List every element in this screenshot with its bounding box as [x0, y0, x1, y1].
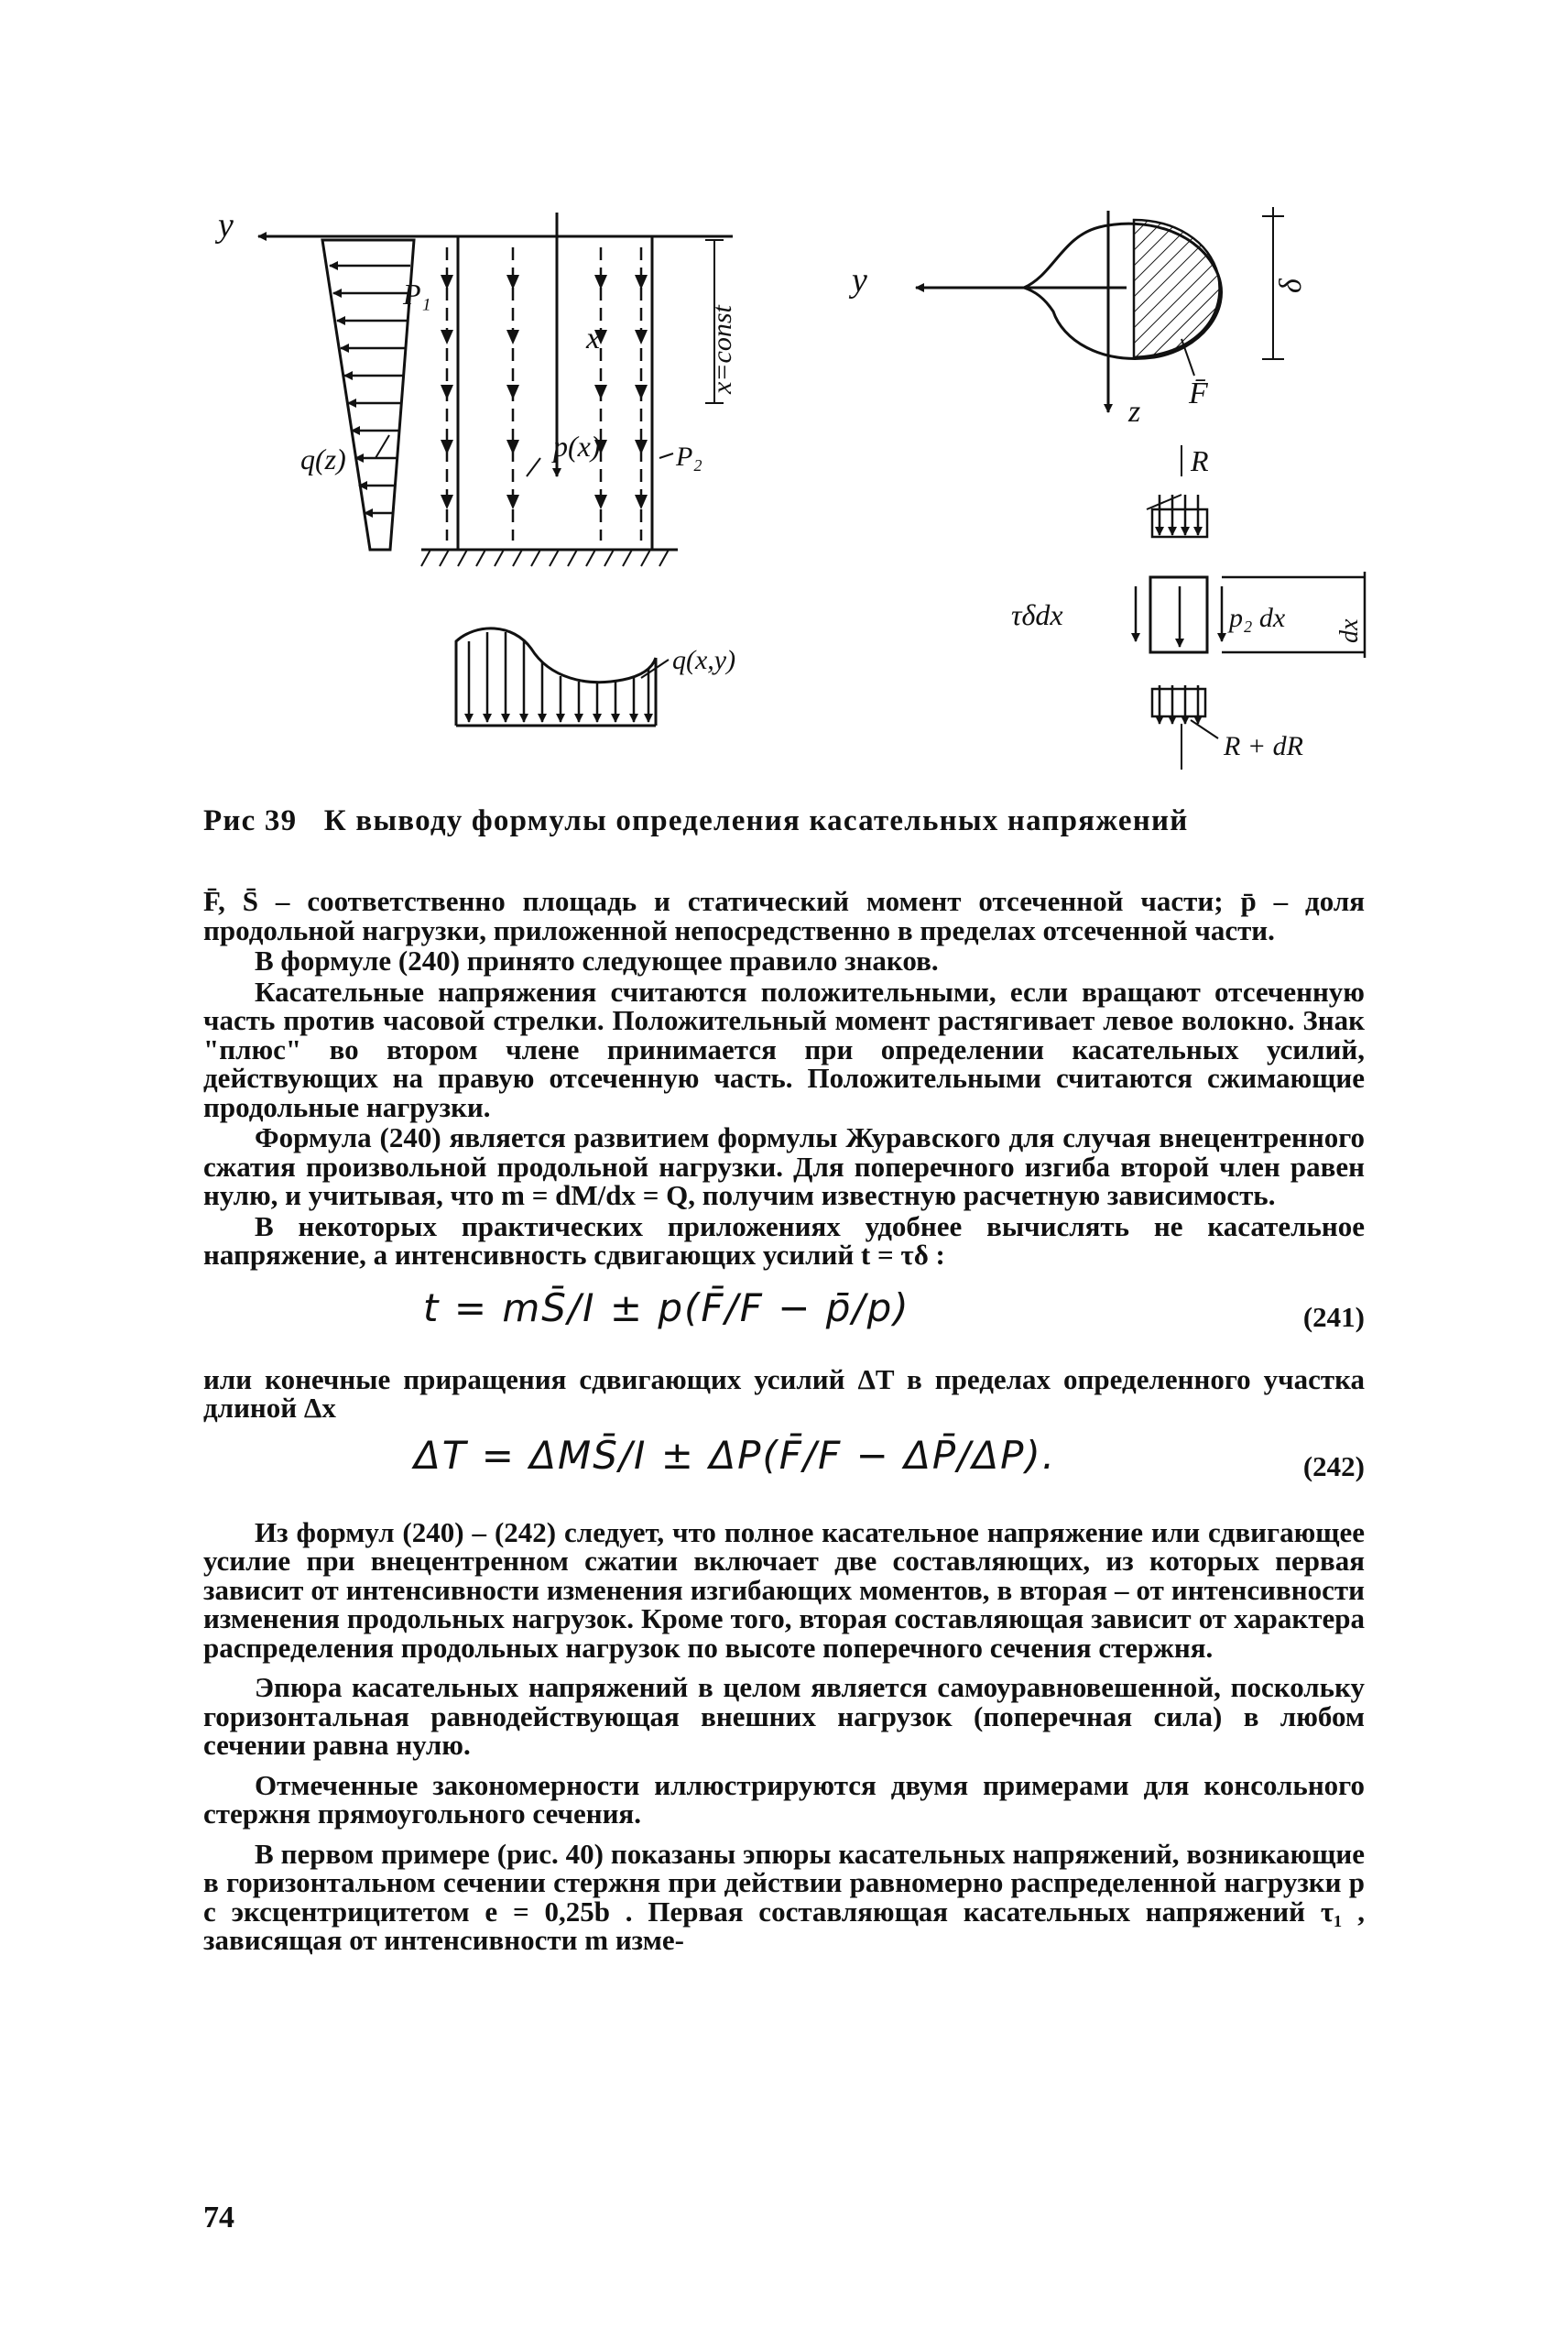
label-p-x: p(x) [553, 430, 601, 463]
paragraph: Из формул (240) – (242) следует, что полное касательное напряжение или сдвигающее усилие при внецентренном сжатии включает две составляющих, из которых первая зависит от интенсивности изменения изгибающих моментов, в вторая – от интенсивности изменения продольных нагрузок. Кроме того, вторая составляющая зависит от характера распределения продольных нагрузок по высоте поперечного сечения стержня. [203, 1515, 1365, 1664]
figure-drawing [0, 0, 1568, 806]
formula-241 [203, 1284, 1365, 1352]
formula-242 [203, 1432, 1365, 1505]
label-delta: δ [1274, 279, 1308, 293]
label-R: R [1191, 444, 1209, 477]
figure-caption [203, 804, 1394, 838]
label-z: z [1128, 395, 1141, 429]
formula-242-expression: ΔT = ΔMS̄/I ± ΔP(F̄/F − ΔP̄/ΔP). [414, 1432, 1057, 1478]
label-p2: P₂ [676, 442, 702, 472]
label-x-const: x=const [707, 305, 737, 394]
formula-241-number: (241) [1302, 1300, 1365, 1333]
paragraph: или конечные приращения сдвигающих усилий ΔT в пределах определенного участка длиной Δx [203, 1362, 1365, 1424]
label-left-y: y [218, 206, 234, 245]
label-p1: P₁ [403, 278, 431, 311]
figure-39 [0, 0, 1568, 806]
paragraph: В первом примере (рис. 40) показаны эпюры касательных напряжений, возникающие в горизонтальном сечении стержня при действии равномерно распределенной нагрузки p с эксцентрицитетом e = 0,25b . Первая составляющая касательных напряжений τ₁ , зависящая от интенсивности m изме- [203, 1837, 1365, 1956]
body-text [203, 887, 1365, 1955]
label-F: F̄ [1189, 377, 1208, 410]
label-right-y: y [852, 261, 867, 300]
paragraph: В формуле (240) принято следующее правило знаков. [255, 945, 939, 977]
label-dx-vertical: dx [1335, 618, 1364, 643]
page-number: 74 [203, 2201, 234, 2234]
label-q-z: q(z) [300, 442, 346, 475]
caption-text: К выводу формулы определения касательных напряжений [323, 804, 1189, 837]
formula-241-expression: t = mS̄/I ± p(F̄/F − p̄/p) [423, 1284, 910, 1330]
paragraph: Касательные напряжения считаются положительными, если вращают отсеченную часть против часовой стрелки. Положительный момент растягивает левое волокно. Знак "плюс" во втором члене принимается при определении касательных усилий, действующих на правую отсеченную часть. Положительными считаются сжимающие продольные нагрузки. [203, 975, 1365, 1123]
paragraph: В некоторых практических приложениях удобнее вычислять не касательное напряжение, а интенсивность сдвигающих усилий t = τδ : [203, 1209, 1365, 1271]
formula-242-number: (242) [1302, 1449, 1365, 1482]
label-R-dR: R + dR [1224, 731, 1303, 761]
paragraph: Отмеченные закономерности иллюстрируются двумя примерами для консольного стержня прямоугольного сечения. [203, 1768, 1365, 1830]
paragraph: Формула (240) является развитием формулы Журавского для случая внецентренного сжатия произвольной продольной нагрузки. Для поперечного изгиба второй член равен нулю, и учитывая, что m = dM/dx = Q, получим известную расчетную зависимость. [203, 1121, 1365, 1211]
label-x: x [586, 322, 601, 355]
label-tau: τδdx [1011, 598, 1063, 631]
paragraph: F̄, S̄ – соответственно площадь и статический момент отсеченной части; p̄ – доля продольной нагрузки, приложенной непосредственно в пределах отсеченной части. [203, 885, 1365, 946]
label-q-xy: q(x,y) [672, 645, 736, 675]
caption-number: Рис 39 [203, 804, 298, 837]
paragraph: Эпюра касательных напряжений в целом является самоуравновешенной, поскольку горизонтальная равнодействующая внешних нагрузок (поперечная сила) в любом сечении равна нулю. [203, 1671, 1365, 1761]
label-p2dx: p₂ dx [1229, 603, 1286, 633]
